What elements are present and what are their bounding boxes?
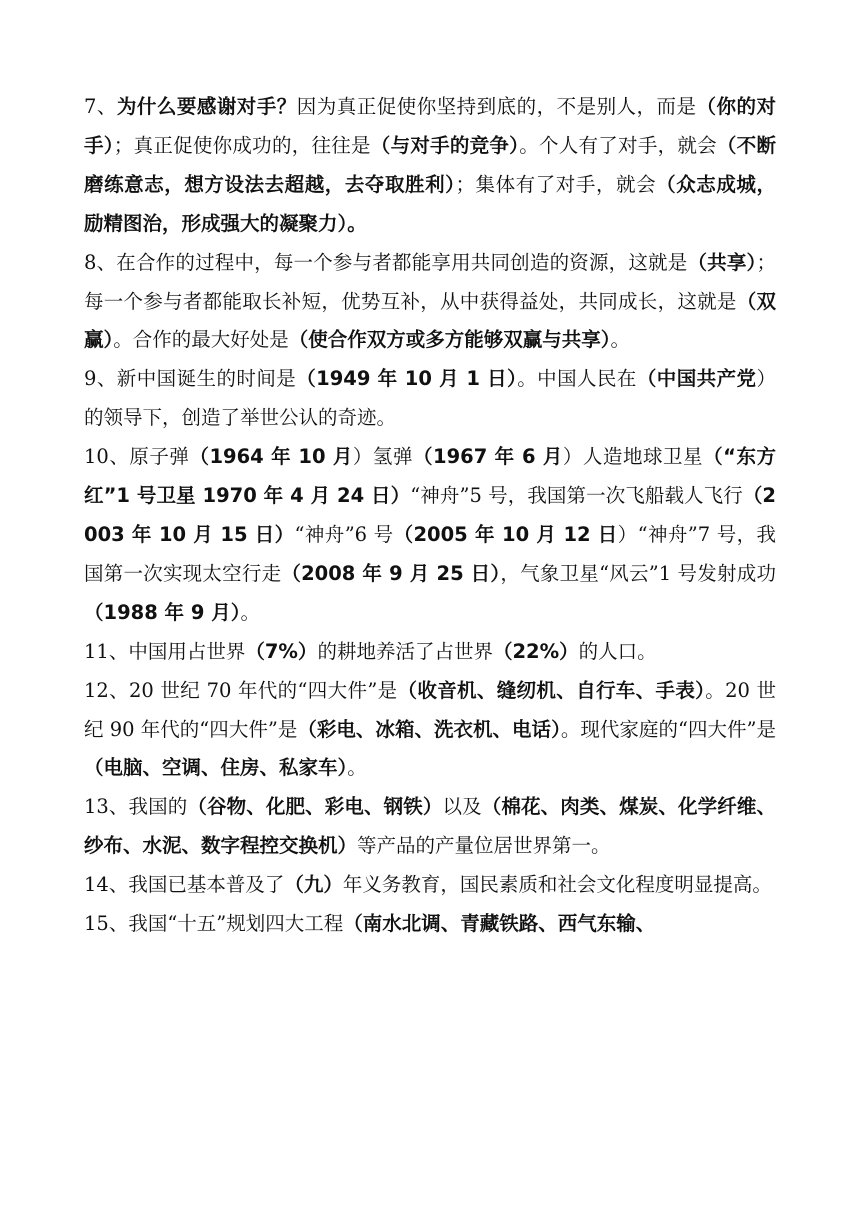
answer-text: （收音机、缝纫机、自行车、手表） <box>397 678 706 702</box>
document-page <box>84 88 776 944</box>
question-text: 9、新中国诞生的时间是 <box>84 367 297 391</box>
answer-text: （不断磨练意志，想方设法去超越，去夺取胜利） <box>84 133 776 196</box>
answer-text: （2003 年 10 月 15 日） <box>84 484 777 546</box>
question-text: 8、在合作的过程中，每一个参与者都能享用共同创造的资源，这就是 <box>84 250 688 274</box>
question-item-13 <box>84 788 776 866</box>
answer-text: （双赢） <box>84 289 776 352</box>
question-text: 14、我国已基本普及了 <box>84 873 285 897</box>
question-item-8 <box>84 244 776 361</box>
question-text: ；每一个参与者都能取长补短，优势互补，从中获得益处，共同成长，这就是 <box>84 250 776 313</box>
answer-text: （2008 年 9 月 25 日） <box>281 561 501 585</box>
question-item-14 <box>84 866 776 905</box>
question-text: 以及 <box>442 795 482 819</box>
question-text: 。合作的最大好处是 <box>113 328 289 352</box>
answer-text: （棉花、肉类、煤炭、化学纤维、纱布、水泥、数字程控交换机） <box>84 795 776 858</box>
answer-text: （1988 年 9 月） <box>84 600 241 624</box>
question-text: 11、中国用占世界 <box>84 639 246 663</box>
answer-text: （南水北调、青藏铁路、西气东输、 <box>343 912 656 936</box>
question-item-9 <box>84 360 776 438</box>
question-text: 。 <box>240 600 260 624</box>
question-text: ）的领导下，创造了举世公认的奇迹。 <box>84 367 776 430</box>
answer-text: （谷物、化肥、彩电、钢铁） <box>187 795 443 819</box>
answer-text: （22%） <box>492 639 579 663</box>
answer-text: （“东方红”1 号卫星 1970 年 4 月 24 日） <box>84 445 776 508</box>
question-text: 。20 世纪 90 年代的“四大件”是 <box>84 678 776 741</box>
answer-text: （电脑、空调、住房、私家车） <box>84 756 348 780</box>
question-text: 12、20 世纪 70 年代的“四大件”是 <box>84 678 398 702</box>
question-text: 15、我国“十五”规划四大工程 <box>84 912 344 936</box>
question-item-7 <box>84 88 776 244</box>
answer-text: （1964 年 10 月 <box>189 445 353 469</box>
question-text: 的人口。 <box>578 639 657 663</box>
question-text: “神舟”5 号，我国第一次飞船载人飞行 <box>410 484 743 508</box>
question-item-12 <box>84 672 776 789</box>
question-text: ）人造地球卫星 <box>562 445 704 469</box>
answer-text: （九） <box>284 873 343 897</box>
answer-text: 为什么要感谢对手？ <box>116 95 297 118</box>
answer-text: （众志成城，励精图治，形成强大的凝聚力）。 <box>84 172 776 235</box>
question-text: 。中国人民在 <box>517 367 637 391</box>
question-text: ）氢弹 <box>352 445 413 469</box>
answer-text: （与对手的竞争） <box>370 133 520 157</box>
question-text: ，气象卫星“风云”1 号发射成功 <box>500 561 776 585</box>
question-text: ；集体有了对手，就会 <box>455 172 657 196</box>
question-text: ）“神舟”7 号，我国第一次实现太空行走 <box>84 522 777 585</box>
question-text: 年义务教育，国民素质和社会文化程度明显提高。 <box>342 873 772 897</box>
question-item-10 <box>84 438 776 633</box>
question-text: 7、 <box>84 95 117 118</box>
question-text: “神舟”6 号 <box>294 522 394 546</box>
question-text: 等产品的产量位居世界第一。 <box>357 834 611 858</box>
question-text: 因为真正促使你坚持到底的，不是别人，而是 <box>296 95 697 118</box>
answer-text: （7%） <box>245 639 318 663</box>
question-text: 。 <box>610 328 631 352</box>
answer-text: （2005 年 10 月 12 日 <box>393 522 618 546</box>
answer-text: （1949 年 10 月 1 日） <box>296 367 518 391</box>
question-item-11 <box>84 633 776 672</box>
question-text: 。个人有了对手，就会 <box>519 133 717 157</box>
question-text: ；真正促使你成功的，往往是 <box>113 133 371 157</box>
question-item-15 <box>84 905 776 944</box>
question-text: 的耕地养活了占世界 <box>317 639 493 663</box>
answer-text: （共享） <box>687 250 757 274</box>
question-text: 。 <box>347 756 367 780</box>
document-body <box>84 88 776 944</box>
answer-text: （你的对手） <box>84 95 776 157</box>
answer-text: （使合作双方或多方能够双赢与共享） <box>288 328 611 352</box>
answer-text: （中国共产党 <box>636 367 757 391</box>
question-text: 13、我国的 <box>84 795 188 819</box>
question-text: 10、原子弹 <box>84 445 190 469</box>
question-text: 。现代家庭的“四大件”是 <box>560 717 776 741</box>
answer-text: （彩电、冰箱、洗衣机、电话） <box>297 717 561 741</box>
answer-text: （1967 年 6 月 <box>413 445 563 469</box>
